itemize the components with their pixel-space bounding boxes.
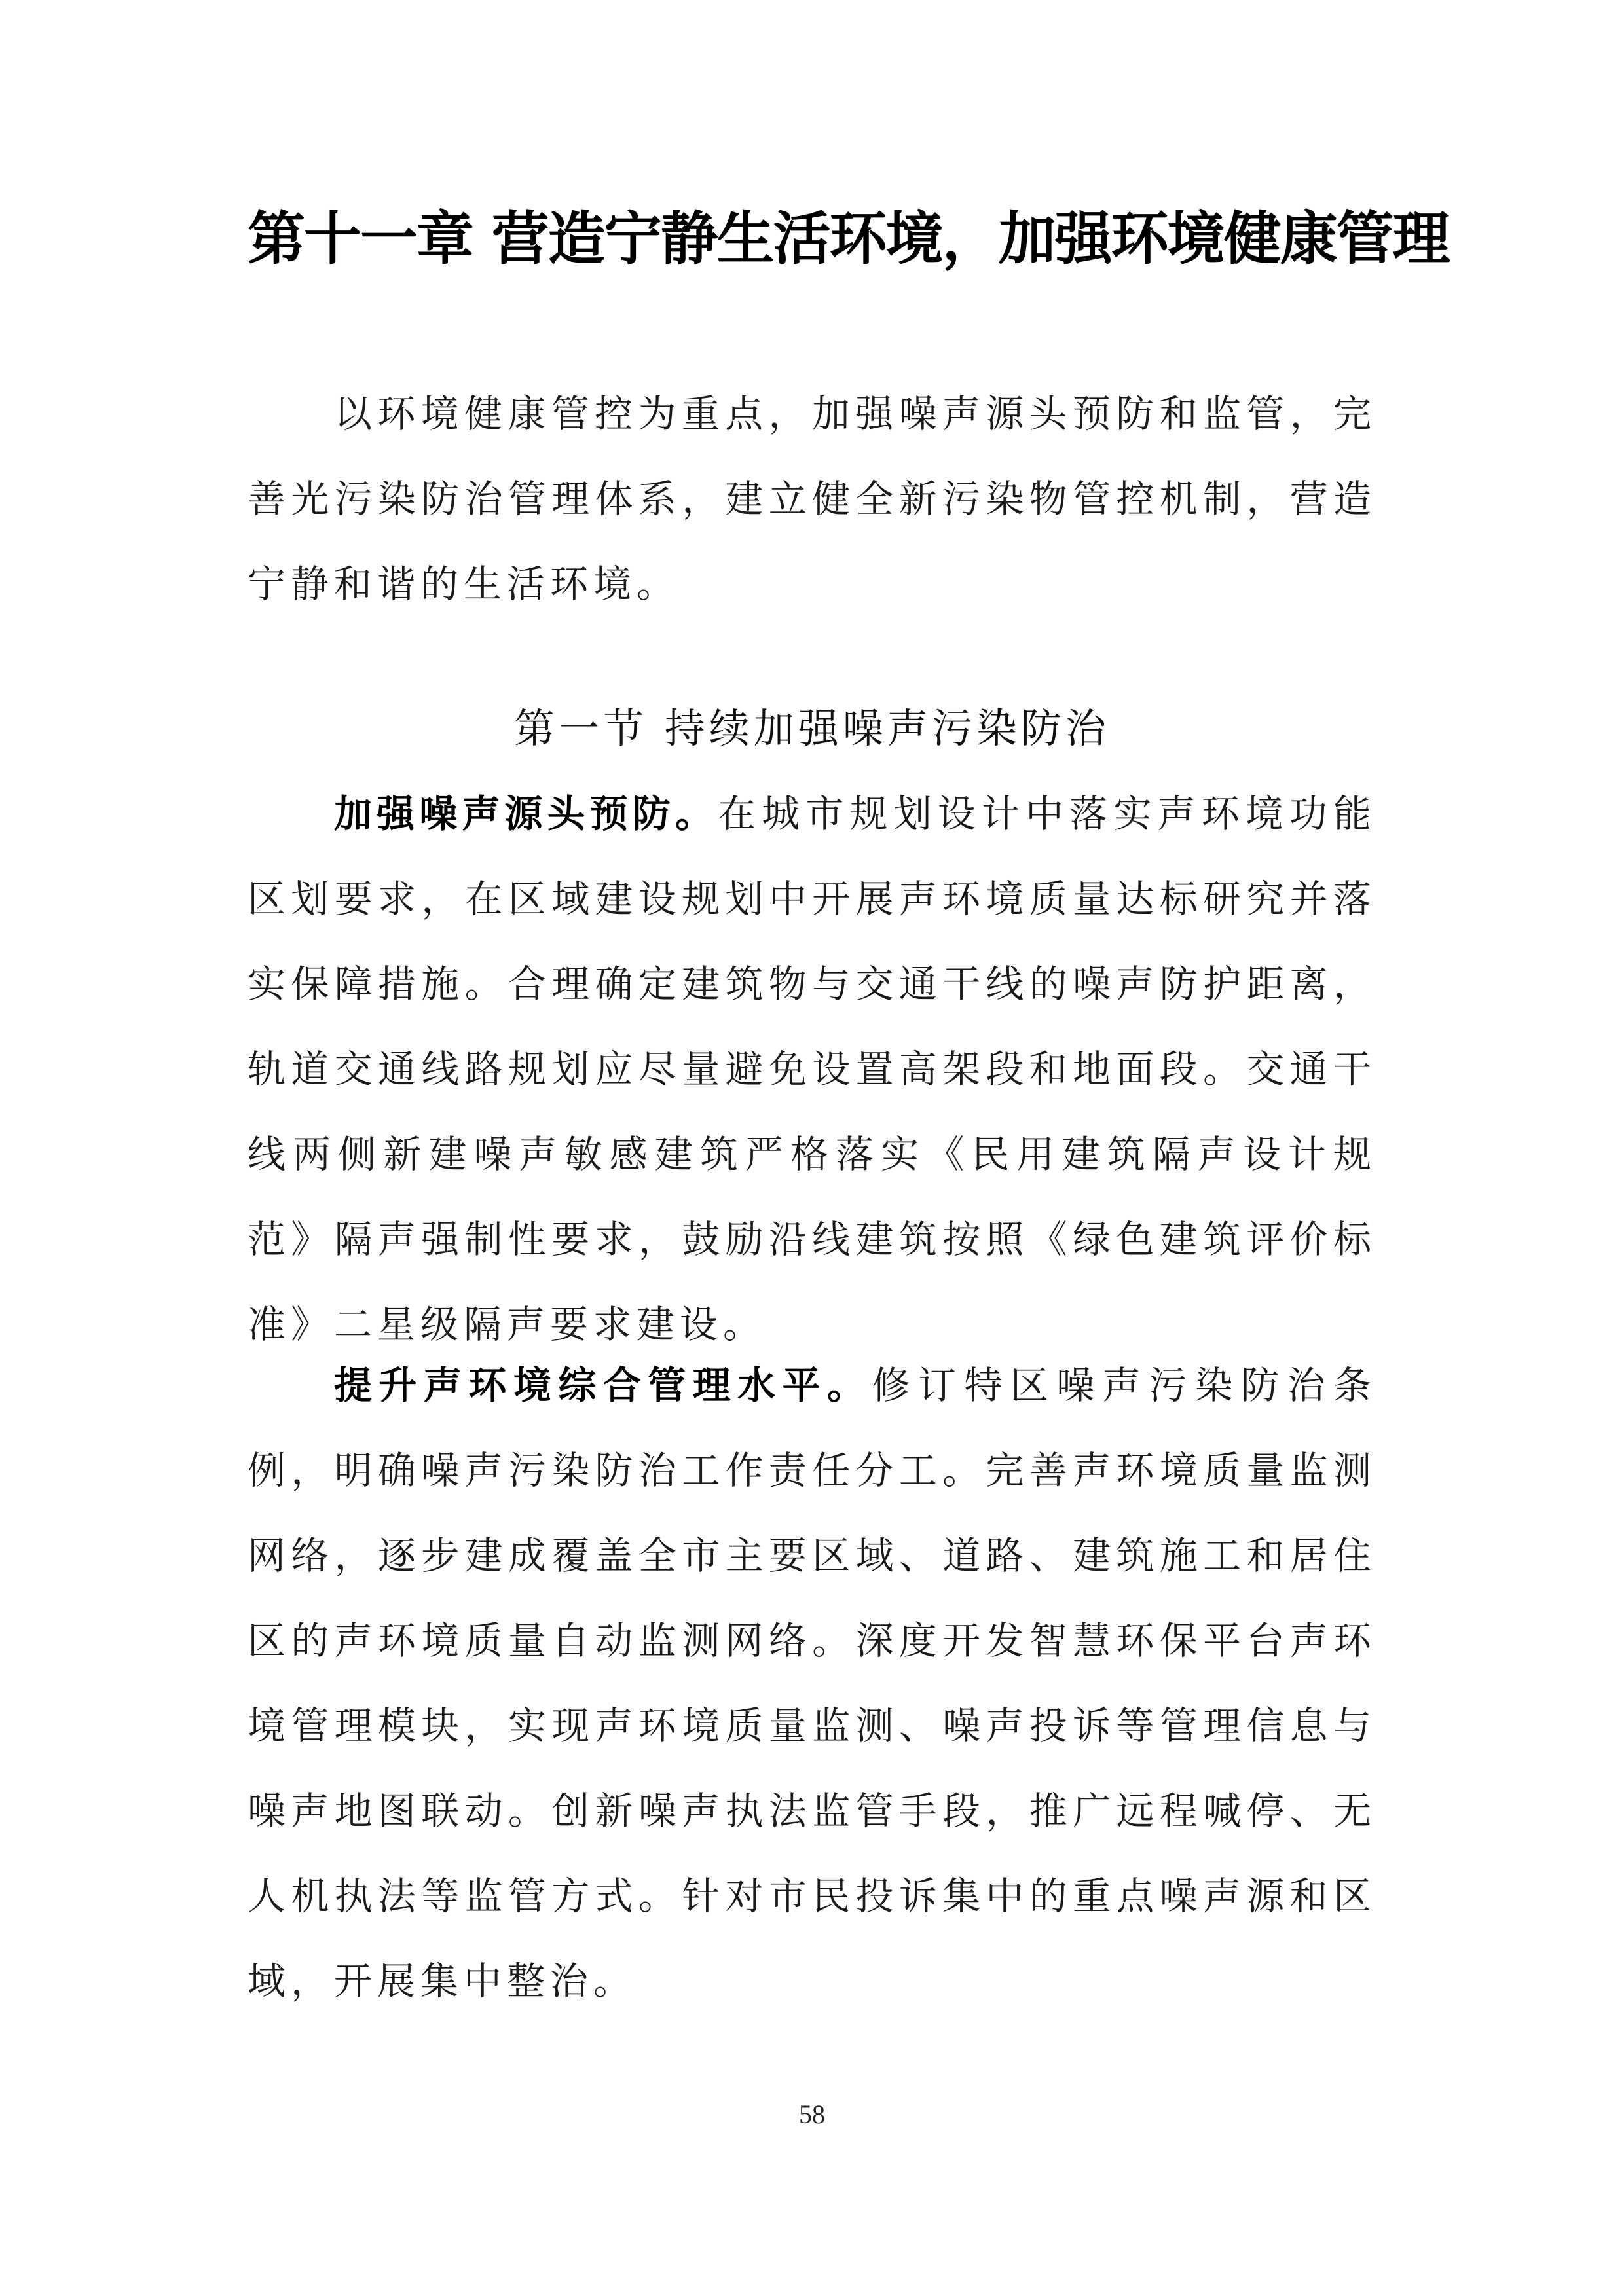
paragraph-body-text: 在城市规划设计中落实声环境功能区划要求，在区域建设规划中开展声环境质量达标研究并落实保障措施。合理确定建筑物与交通干线的噪声防护距离，轨道交通线路规划应尽量避免设置高架段和地面段。交通干线两侧新建噪声敏感建筑严格落实《民用建筑隔声设计规范》隔声强制性要求，鼓励沿线建筑按照《绿色建筑评价标准》二星级隔声要求建设。 — [248, 792, 1376, 1347]
page-number: 58 — [799, 2100, 825, 2129]
paragraph-lead-heading: 提升声环境综合管理水平。 — [334, 1363, 872, 1408]
paragraph-lead-heading: 加强噪声源头预防。 — [334, 792, 718, 836]
section-title: 第一节 持续加强噪声污染防治 — [514, 704, 1110, 752]
chapter-title: 第十一章 营造宁静生活环境，加强环境健康管理 — [248, 205, 1449, 272]
body-paragraph-noise-source-prevention — [248, 771, 1376, 1367]
chapter-intro-paragraph: 以环境健康管控为重点，加强噪声源头预防和监管，完善光污染防治管理体系，建立健全新污染物管控机制，营造宁静和谐的生活环境。 — [248, 392, 1376, 606]
body-paragraph-noise-management — [248, 1343, 1376, 2024]
paragraph-body-text: 修订特区噪声污染防治条例，明确噪声污染防治工作责任分工。完善声环境质量监测网络，逐步建成覆盖全市主要区域、道路、建筑施工和居住区的声环境质量自动监测网络。深度开发智慧环保平台声环境管理模块，实现声环境质量监测、噪声投诉等管理信息与噪声地图联动。创新噪声执法监管手段，推广远程喊停、无人机执法等监管方式。针对市民投诉集中的重点噪声源和区域，开展集中整治。 — [248, 1363, 1376, 2003]
